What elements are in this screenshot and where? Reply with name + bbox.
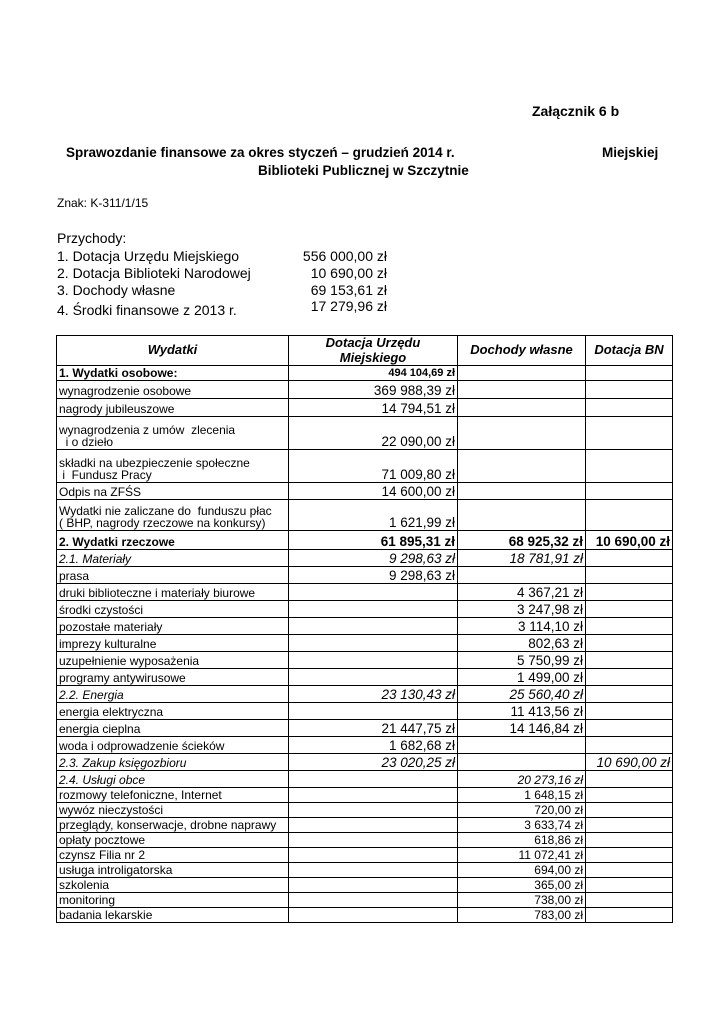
bn-grant-cell <box>586 366 673 381</box>
table-row <box>57 893 673 908</box>
row-label: środki czystości <box>57 601 289 618</box>
own-income-cell: 1 648,15 zł <box>458 788 586 803</box>
bn-grant-cell <box>586 771 673 788</box>
table-row <box>57 567 673 584</box>
row-label: wywóz nieczystości <box>57 803 289 818</box>
table-row <box>57 908 673 923</box>
bn-grant-cell <box>586 399 673 417</box>
own-income-cell <box>458 754 586 771</box>
own-income-cell: 11 413,56 zł <box>458 703 586 720</box>
own-income-cell: 720,00 zł <box>458 803 586 818</box>
city-grant-cell <box>289 618 458 635</box>
city-grant-cell: 71 009,80 zł <box>289 450 458 483</box>
own-income-cell <box>458 399 586 417</box>
income-label: 4. Środki finansowe z 2013 r. <box>57 302 237 318</box>
attachment-label: Załącznik 6 b <box>532 103 620 119</box>
bn-grant-cell: 10 690,00 zł <box>586 754 673 771</box>
city-grant-cell <box>289 893 458 908</box>
city-grant-cell: 494 104,69 zł <box>289 366 458 381</box>
bn-grant-cell <box>586 550 673 567</box>
own-income-cell: 738,00 zł <box>458 893 586 908</box>
row-label: 2.1. Materiały <box>57 550 289 567</box>
city-grant-cell <box>289 878 458 893</box>
income-label: 2. Dotacja Biblioteki Narodowej <box>57 265 251 281</box>
table-row <box>57 618 673 635</box>
income-item <box>57 300 387 318</box>
row-label: 2.4. Usługi obce <box>57 771 289 788</box>
report-title-line1: Sprawozdanie finansowe za okres styczeń – grudzień 2014 r. <box>66 145 455 160</box>
header-expenses: Wydatki <box>57 336 289 366</box>
document-sign: Znak: K-311/1/15 <box>57 196 149 210</box>
bn-grant-cell <box>586 893 673 908</box>
city-grant-cell <box>289 601 458 618</box>
city-grant-cell: 23 020,25 zł <box>289 754 458 771</box>
header-own-income: Dochody własne <box>458 336 586 366</box>
city-grant-cell <box>289 848 458 863</box>
own-income-cell <box>458 381 586 399</box>
table-row <box>57 652 673 669</box>
city-grant-cell: 14 600,00 zł <box>289 483 458 500</box>
city-grant-cell <box>289 669 458 686</box>
city-grant-cell: 9 298,63 zł <box>289 550 458 567</box>
bn-grant-cell <box>586 567 673 584</box>
table-row <box>57 720 673 737</box>
bn-grant-cell <box>586 703 673 720</box>
own-income-cell: 14 146,84 zł <box>458 720 586 737</box>
table-row <box>57 584 673 601</box>
income-item <box>57 248 387 266</box>
header-city-grant: Dotacja Urzędu Miejskiego <box>289 336 458 366</box>
row-label: nagrody jubileuszowe <box>57 399 289 417</box>
row-label: czynsz Filia nr 2 <box>57 848 289 863</box>
city-grant-cell: 369 988,39 zł <box>289 381 458 399</box>
row-label: Odpis na ZFŚS <box>57 483 289 500</box>
row-label: badania lekarskie <box>57 908 289 923</box>
table-row <box>57 686 673 703</box>
city-grant-cell: 61 895,31 zł <box>289 531 458 550</box>
table-header-row <box>57 336 673 366</box>
own-income-cell: 18 781,91 zł <box>458 550 586 567</box>
income-value: 556 000,00 zł <box>302 248 387 264</box>
table-row <box>57 366 673 381</box>
city-grant-cell <box>289 635 458 652</box>
own-income-cell: 3 114,10 zł <box>458 618 586 635</box>
table-row <box>57 483 673 500</box>
income-value: 69 153,61 zł <box>310 282 387 298</box>
report-title-line2: Biblioteki Publicznej w Szczytnie <box>258 163 469 178</box>
city-grant-cell: 1 682,68 zł <box>289 737 458 754</box>
bn-grant-cell <box>586 500 673 531</box>
row-label: rozmowy telefoniczne, Internet <box>57 788 289 803</box>
table-row <box>57 417 673 450</box>
own-income-cell: 68 925,32 zł <box>458 531 586 550</box>
row-label: 2.3. Zakup księgozbioru <box>57 754 289 771</box>
row-label: 2.2. Energia <box>57 686 289 703</box>
table-row <box>57 818 673 833</box>
own-income-cell: 783,00 zł <box>458 908 586 923</box>
own-income-cell: 3 633,74 zł <box>458 818 586 833</box>
own-income-cell: 1 499,00 zł <box>458 669 586 686</box>
row-label: imprezy kulturalne <box>57 635 289 652</box>
income-item <box>57 265 387 283</box>
own-income-cell: 694,00 zł <box>458 863 586 878</box>
row-label: wynagrodzenie osobowe <box>57 381 289 399</box>
city-grant-cell: 21 447,75 zł <box>289 720 458 737</box>
income-label: 3. Dochody własne <box>57 282 176 298</box>
bn-grant-cell <box>586 601 673 618</box>
header-bn-grant: Dotacja BN <box>586 336 673 366</box>
bn-grant-cell <box>586 833 673 848</box>
row-label: woda i odprowadzenie ścieków <box>57 737 289 754</box>
own-income-cell: 11 072,41 zł <box>458 848 586 863</box>
bn-grant-cell <box>586 652 673 669</box>
own-income-cell: 802,63 zł <box>458 635 586 652</box>
bn-grant-cell <box>586 483 673 500</box>
table-row <box>57 878 673 893</box>
city-grant-cell: 23 130,43 zł <box>289 686 458 703</box>
row-label: prasa <box>57 567 289 584</box>
city-grant-cell <box>289 833 458 848</box>
table-row <box>57 550 673 567</box>
table-row <box>57 788 673 803</box>
own-income-cell: 20 273,16 zł <box>458 771 586 788</box>
own-income-cell: 5 750,99 zł <box>458 652 586 669</box>
table-row <box>57 848 673 863</box>
table-row <box>57 500 673 531</box>
table-row <box>57 399 673 417</box>
own-income-cell <box>458 567 586 584</box>
table-row <box>57 803 673 818</box>
bn-grant-cell <box>586 720 673 737</box>
row-label: pozostałe materiały <box>57 618 289 635</box>
city-grant-cell <box>289 703 458 720</box>
bn-grant-cell <box>586 788 673 803</box>
table-row <box>57 863 673 878</box>
own-income-cell <box>458 417 586 450</box>
table-row <box>57 754 673 771</box>
own-income-cell: 4 367,21 zł <box>458 584 586 601</box>
city-grant-cell: 22 090,00 zł <box>289 417 458 450</box>
city-grant-cell <box>289 803 458 818</box>
own-income-cell <box>458 483 586 500</box>
city-grant-cell: 14 794,51 zł <box>289 399 458 417</box>
row-label: składki na ubezpieczenie społeczne i Fundusz Pracy <box>57 450 289 483</box>
row-label: Wydatki nie zaliczane do funduszu płac ( BHP, nagrody rzeczowe na konkursy) <box>57 500 289 531</box>
own-income-cell <box>458 737 586 754</box>
bn-grant-cell <box>586 635 673 652</box>
own-income-cell: 3 247,98 zł <box>458 601 586 618</box>
row-label: 1. Wydatki osobowe: <box>57 366 289 381</box>
own-income-cell: 25 560,40 zł <box>458 686 586 703</box>
city-grant-cell <box>289 652 458 669</box>
city-grant-cell: 1 621,99 zł <box>289 500 458 531</box>
table-row <box>57 771 673 788</box>
row-label: 2. Wydatki rzeczowe <box>57 531 289 550</box>
table-row <box>57 381 673 399</box>
income-heading: Przychody: <box>57 230 127 246</box>
table-row <box>57 737 673 754</box>
table-row <box>57 833 673 848</box>
own-income-cell: 618,86 zł <box>458 833 586 848</box>
row-label: szkolenia <box>57 878 289 893</box>
own-income-cell <box>458 366 586 381</box>
income-value: 17 279,96 zł <box>310 298 387 314</box>
table-row <box>57 669 673 686</box>
report-title-line1-end: Miejskiej <box>602 145 659 160</box>
table-row <box>57 450 673 483</box>
table-row <box>57 601 673 618</box>
city-grant-cell <box>289 788 458 803</box>
own-income-cell: 365,00 zł <box>458 878 586 893</box>
table-row <box>57 635 673 652</box>
bn-grant-cell <box>586 584 673 601</box>
own-income-cell <box>458 450 586 483</box>
city-grant-cell <box>289 771 458 788</box>
row-label: monitoring <box>57 893 289 908</box>
bn-grant-cell <box>586 417 673 450</box>
bn-grant-cell <box>586 878 673 893</box>
bn-grant-cell <box>586 803 673 818</box>
row-label: energia elektryczna <box>57 703 289 720</box>
city-grant-cell <box>289 818 458 833</box>
bn-grant-cell <box>586 686 673 703</box>
bn-grant-cell <box>586 618 673 635</box>
bn-grant-cell <box>586 737 673 754</box>
expenses-table <box>56 335 673 923</box>
row-label: wynagrodzenia z umów zlecenia i o dzieło <box>57 417 289 450</box>
bn-grant-cell <box>586 848 673 863</box>
city-grant-cell: 9 298,63 zł <box>289 567 458 584</box>
bn-grant-cell <box>586 381 673 399</box>
row-label: programy antywirusowe <box>57 669 289 686</box>
city-grant-cell <box>289 908 458 923</box>
table-row <box>57 531 673 550</box>
bn-grant-cell <box>586 450 673 483</box>
bn-grant-cell <box>586 669 673 686</box>
income-label: 1. Dotacja Urzędu Miejskiego <box>57 248 240 264</box>
row-label: druki biblioteczne i materiały biurowe <box>57 584 289 601</box>
bn-grant-cell <box>586 863 673 878</box>
row-label: przeglądy, konserwacje, drobne naprawy <box>57 818 289 833</box>
city-grant-cell <box>289 584 458 601</box>
own-income-cell <box>458 500 586 531</box>
income-value: 10 690,00 zł <box>310 265 387 281</box>
row-label: usługa introligatorska <box>57 863 289 878</box>
bn-grant-cell: 10 690,00 zł <box>586 531 673 550</box>
bn-grant-cell <box>586 818 673 833</box>
row-label: uzupełnienie wyposażenia <box>57 652 289 669</box>
bn-grant-cell <box>586 908 673 923</box>
row-label: energia cieplna <box>57 720 289 737</box>
city-grant-cell <box>289 863 458 878</box>
row-label: opłaty pocztowe <box>57 833 289 848</box>
table-row <box>57 703 673 720</box>
